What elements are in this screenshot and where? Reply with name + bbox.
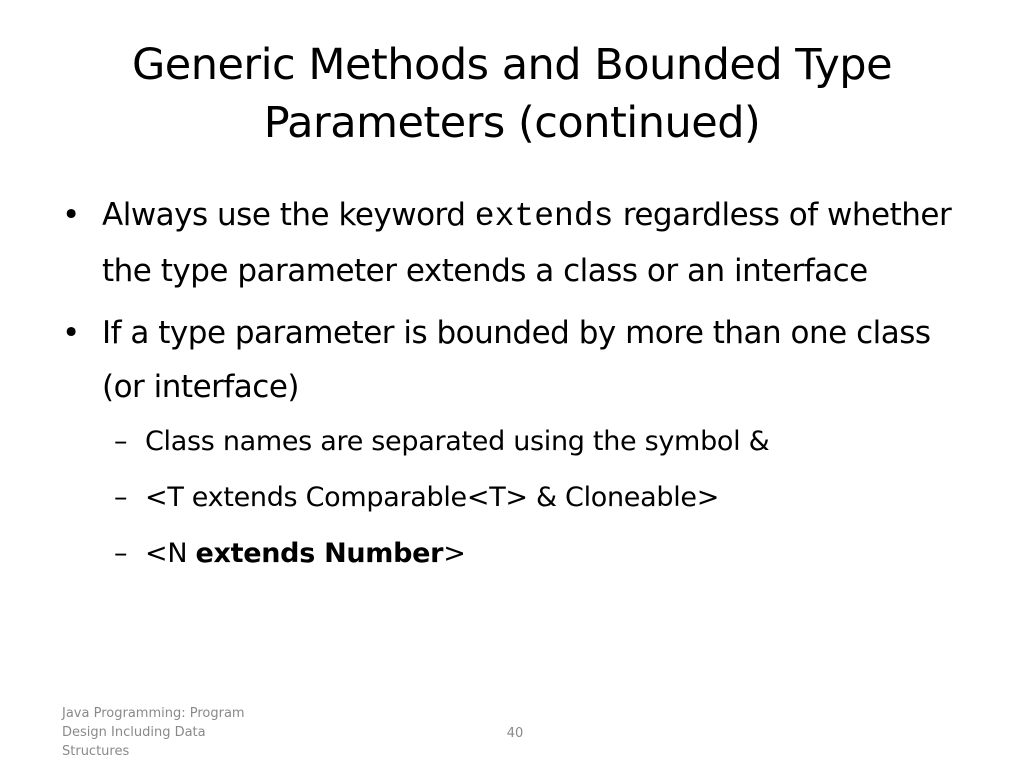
bullet-text-prefix: Always use the keyword [102,197,475,233]
slide-body [60,188,980,590]
footer-source: Java Programming: Program Design Including Data Structures [62,706,245,759]
sub-bullet-marker: – [114,482,128,513]
sub-bullet-text-bold: extends Number [195,538,444,569]
bullet-item-multiple-bounds [60,306,980,414]
bullet-item-extends-keyword [60,188,980,298]
slide-title-line-2: Parameters (continued) [263,98,761,148]
bullet-text: If a type parameter is bounded by more than one class (or interface) [102,315,931,405]
sub-bullet-text-prefix: <N [145,538,196,569]
page-number: 40 [506,726,524,741]
bullet-text-suffix: regardless of whether the type parameter extends a class or an interface [102,197,952,289]
sub-bullet-item-comparable-example [60,478,980,518]
slide-title [40,36,984,152]
sub-bullet-marker: – [114,538,128,569]
sub-bullet-item-separator [60,422,980,462]
sub-bullet-item-number-example [60,534,980,574]
bullet-marker: • [62,197,80,233]
sub-bullet-text: <T extends Comparable<T> & Cloneable> [145,482,720,513]
sub-bullet-marker: – [114,426,128,457]
sub-bullet-text: Class names are separated using the symbol & [145,426,770,457]
bullet-code-keyword: extends [474,198,614,235]
sub-bullet-text-suffix: > [443,538,466,569]
bullet-marker: • [62,315,80,351]
slide-title-line-1: Generic Methods and Bounded Type [131,40,893,90]
